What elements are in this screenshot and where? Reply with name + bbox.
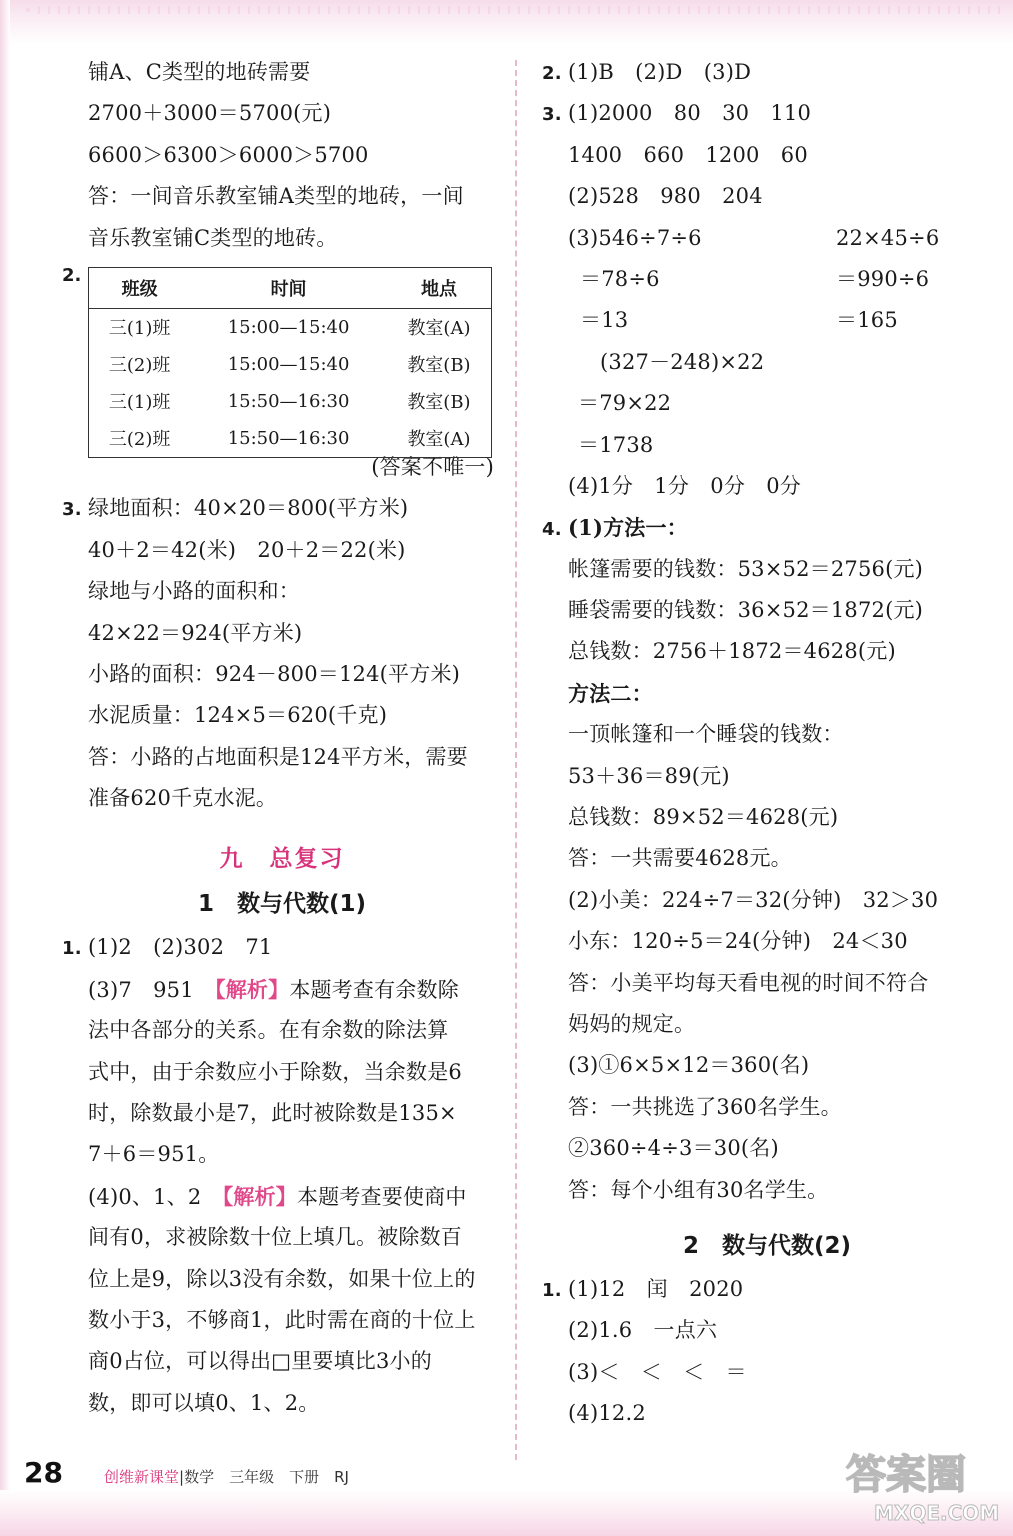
answer-line: (3)＜ ＜ ＜ ＝ bbox=[568, 1359, 747, 1384]
book-info: |数学 三年级 下册 RJ bbox=[179, 1468, 349, 1486]
answer-line: 答：每个小组有30名学生。 bbox=[568, 1177, 829, 1202]
question-number: 1. bbox=[542, 1279, 562, 1301]
table-cell: 15:00—15:40 bbox=[227, 353, 350, 375]
question-number: 2. bbox=[62, 264, 82, 286]
calc-text: ＝78÷6 bbox=[580, 266, 660, 291]
calc-row bbox=[542, 218, 992, 259]
answer-line: 帐篷需要的钱数：53×52＝2756(元) bbox=[568, 556, 924, 581]
calc-text: ＝13 bbox=[580, 308, 629, 333]
table-cell: 教室(A) bbox=[407, 318, 471, 340]
answer-text: (4)0、1、2 bbox=[88, 1184, 223, 1209]
question-number: 3. bbox=[542, 104, 562, 126]
answer-line: 间有0，求被除数十位上填几。被除数百 bbox=[88, 1225, 462, 1250]
answer-line: 法中各部分的关系。在有余数的除法算 bbox=[88, 1018, 449, 1043]
question-number: 1. bbox=[62, 938, 82, 960]
calc-row bbox=[542, 259, 992, 300]
answer-line: 40＋2＝42(米) 20＋2＝22(米) bbox=[88, 537, 406, 562]
calc-text: ＝990÷6 bbox=[836, 266, 930, 291]
table-row bbox=[89, 346, 492, 383]
answer-line: 睡袋需要的钱数：36×52＝1872(元) bbox=[568, 598, 924, 623]
table-header: 时间 bbox=[190, 267, 387, 308]
table-row bbox=[89, 420, 492, 458]
answer-line: 时，除数最小是7，此时被除数是135× bbox=[88, 1101, 457, 1126]
answer-line: 小东：120÷5＝24(分钟) 24＜30 bbox=[568, 929, 908, 954]
schedule-block bbox=[62, 263, 502, 451]
table-cell: 三(2)班 bbox=[108, 355, 171, 377]
question-number: 3. bbox=[62, 499, 82, 521]
table-cell: 教室(A) bbox=[407, 429, 471, 451]
left-column bbox=[62, 52, 502, 1424]
answer-line: 总钱数：2756＋1872＝4628(元) bbox=[568, 639, 896, 664]
answer-line: (3)①6×5×12＝360(名) bbox=[568, 1053, 810, 1078]
answer-line: (2)1.6 一点六 bbox=[568, 1318, 718, 1343]
answer-text: (1)2 (2)302 71 bbox=[88, 935, 273, 960]
subsection-title: 2 数与代数(2) bbox=[682, 1232, 852, 1259]
answer-line: 42×22＝924(平方米) bbox=[88, 620, 303, 645]
answer-line bbox=[542, 52, 992, 93]
table-header-row bbox=[89, 267, 492, 308]
table-cell: 三(1)班 bbox=[108, 318, 171, 340]
answer-text: (1)12 闰 2020 bbox=[568, 1276, 744, 1301]
right-column bbox=[542, 52, 992, 1435]
calc-text: 22×45÷6 bbox=[836, 225, 940, 250]
calc-row bbox=[542, 300, 992, 341]
answer-line: 一顶帐篷和一个睡袋的钱数： bbox=[568, 722, 844, 747]
table-header: 地点 bbox=[387, 267, 492, 308]
answer-text: (3)7 951 bbox=[88, 977, 215, 1002]
answer-line: (2)小美：224÷7＝32(分钟) 32＞30 bbox=[568, 887, 939, 912]
page-top-edge bbox=[0, 0, 1013, 44]
answer-line: 总钱数：89×52＝4628(元) bbox=[568, 805, 839, 830]
answer-line: 准备620千克水泥。 bbox=[88, 786, 278, 811]
calc-text: (3)546÷7÷6 bbox=[568, 225, 702, 250]
watermark-text: 答案圈 bbox=[846, 1452, 966, 1498]
answer-text: 本题考查要使商中 bbox=[296, 1184, 467, 1209]
analysis-tag: 【解析】 bbox=[222, 1183, 297, 1209]
table-cell: 教室(B) bbox=[407, 355, 471, 377]
page-number: 28 bbox=[24, 1456, 63, 1489]
answer-line: 小路的面积：924－800＝124(平方米) bbox=[88, 661, 461, 686]
watermark-site: MXQE.COM bbox=[874, 1501, 1000, 1525]
answer-line: 53＋36＝89(元) bbox=[568, 763, 730, 788]
answer-text: (1)B (2)D (3)D bbox=[568, 60, 752, 84]
answer-line bbox=[62, 1176, 502, 1217]
answer-line: 答：小路的占地面积是124平方米，需要 bbox=[88, 744, 468, 769]
method-label: (1)方法一： bbox=[568, 515, 688, 541]
answer-line: 水泥质量：124×5＝620(千克) bbox=[88, 703, 388, 728]
answer-line: 商0占位，可以得出□里要填比3小的 bbox=[88, 1349, 432, 1374]
answer-line: ＝79×22 bbox=[578, 391, 672, 416]
schedule-table bbox=[88, 267, 492, 458]
watermark-logo bbox=[840, 1440, 1000, 1530]
table-header: 班级 bbox=[89, 267, 191, 308]
answer-line: 2700＋3000＝5700(元) bbox=[88, 101, 332, 126]
answer-line: (327－248)×22 bbox=[600, 349, 765, 374]
table-cell: 三(1)班 bbox=[108, 392, 171, 414]
table-cell: 教室(B) bbox=[407, 392, 471, 414]
book-brand bbox=[104, 1466, 349, 1487]
answer-note: (答案不唯一) bbox=[371, 454, 494, 479]
top-edge-pattern bbox=[20, 6, 1000, 14]
brand-name: 创维新课堂 bbox=[104, 1468, 180, 1486]
table-row bbox=[89, 308, 492, 346]
answer-line bbox=[62, 927, 502, 968]
page-left-edge bbox=[0, 0, 10, 1536]
answer-line: 妈妈的规定。 bbox=[568, 1011, 696, 1036]
calc-text: ＝165 bbox=[836, 308, 898, 333]
answer-line: 1400 660 1200 60 bbox=[568, 142, 808, 167]
answer-line: 答：一共需要4628元。 bbox=[568, 846, 792, 871]
table-cell: 15:00—15:40 bbox=[227, 316, 350, 338]
table-cell: 15:50—16:30 bbox=[227, 390, 350, 412]
table-cell: 三(2)班 bbox=[108, 429, 171, 451]
question-number: 4. bbox=[542, 519, 562, 541]
answer-line bbox=[542, 1269, 992, 1310]
answer-line: (2)528 980 204 bbox=[568, 184, 763, 209]
answer-line: 答：小美平均每天看电视的时间不符合 bbox=[568, 970, 929, 995]
answer-line: 6600＞6300＞6000＞5700 bbox=[88, 142, 369, 167]
answer-line: 答：一共挑选了360名学生。 bbox=[568, 1094, 842, 1119]
answer-line: 绿地与小路的面积和： bbox=[88, 579, 300, 604]
question-number: 2. bbox=[542, 63, 562, 84]
method-label: 方法二： bbox=[568, 680, 653, 706]
answer-line: (4)1分 1分 0分 0分 bbox=[568, 473, 801, 498]
answer-line bbox=[542, 93, 992, 134]
answer-line bbox=[62, 969, 502, 1010]
answer-text: (1)2000 80 30 110 bbox=[568, 101, 812, 126]
answer-line bbox=[542, 507, 992, 548]
answer-text: 绿地面积：40×20＝800(平方米) bbox=[88, 496, 409, 521]
table-row bbox=[89, 383, 492, 420]
answer-text: 本题考查有余数除 bbox=[289, 977, 459, 1002]
answer-line: ＝1738 bbox=[578, 432, 654, 457]
answer-line: (4)12.2 bbox=[568, 1401, 646, 1426]
subsection-title: 1 数与代数(1) bbox=[197, 891, 367, 918]
answer-line: ②360÷4÷3＝30(名) bbox=[568, 1136, 779, 1161]
answer-line: 数小于3，不够商1，此时需在商的十位上 bbox=[88, 1307, 476, 1332]
column-divider bbox=[515, 60, 517, 1460]
answer-line bbox=[62, 488, 502, 529]
table-cell: 15:50—16:30 bbox=[227, 427, 350, 449]
answer-line: 位上是9，除以3没有余数，如果十位上的 bbox=[88, 1266, 476, 1291]
section-title: 九 总复习 bbox=[219, 846, 345, 873]
answer-line: 音乐教室铺C类型的地砖。 bbox=[88, 225, 338, 250]
answer-line: 答：一间音乐教室铺A类型的地砖，一间 bbox=[88, 184, 464, 209]
analysis-tag: 【解析】 bbox=[215, 976, 290, 1002]
answer-line: 数，即可以填0、1、2。 bbox=[88, 1390, 320, 1415]
answer-line: 7＋6＝951。 bbox=[88, 1142, 220, 1167]
answer-line: 式中，由于余数应小于除数，当余数是6 bbox=[88, 1059, 462, 1084]
answer-line: 铺A、C类型的地砖需要 bbox=[88, 60, 311, 84]
